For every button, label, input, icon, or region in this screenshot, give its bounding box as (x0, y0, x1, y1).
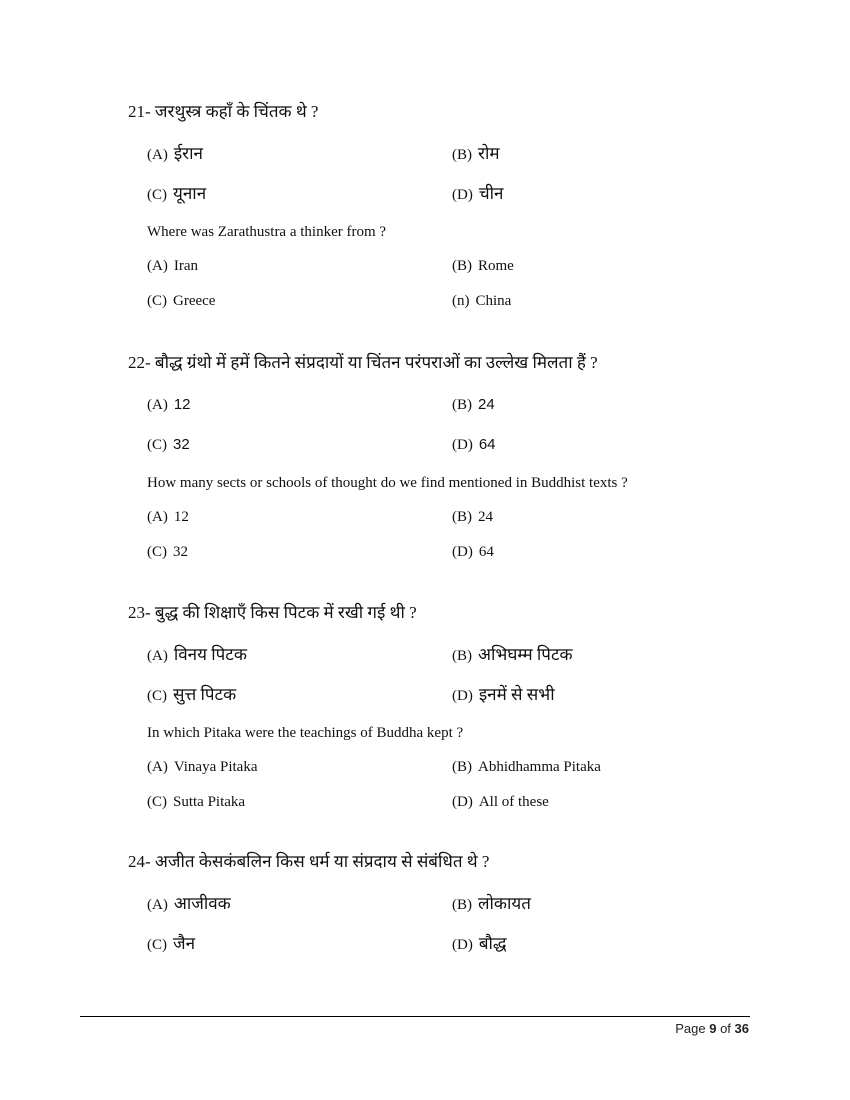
question-23 (128, 602, 688, 813)
option-b (452, 394, 495, 416)
option-text: 12 (173, 396, 191, 413)
question-hindi-text: 22- बौद्ध ग्रंथो में हमें कितने संप्रदायों या चिंतन परंपराओं का उल्लेख मिलता हैं ? (128, 353, 598, 372)
question-english-text: How many sects or schools of thought do we find mentioned in Buddhist texts ? (147, 475, 628, 491)
option-text: अभिघम्म पिटक (478, 645, 573, 664)
option-text: रोम (478, 144, 500, 163)
option-b (452, 143, 500, 166)
option-label: (C) (147, 937, 167, 953)
option-label: (B) (452, 258, 472, 274)
option-text: चीन (478, 184, 504, 203)
option-label: (A) (147, 897, 168, 913)
page-number (675, 1021, 749, 1036)
option-d (452, 183, 503, 206)
option-text: Iran (173, 258, 198, 274)
option-label: (C) (147, 544, 167, 560)
option-text: Rome (478, 258, 514, 274)
option-label: (A) (147, 147, 168, 163)
option-text: 32 (173, 436, 190, 453)
option-text: Sutta Pitaka (173, 794, 246, 810)
option-label: (C) (147, 187, 167, 203)
option-row (147, 183, 688, 205)
option-b (452, 255, 514, 277)
option-row (147, 791, 688, 813)
option-label: (A) (147, 258, 168, 274)
option-row (147, 290, 688, 312)
option-a (147, 756, 258, 778)
option-b (452, 506, 493, 528)
option-c (147, 183, 206, 206)
option-row (147, 756, 688, 778)
option-label: (A) (147, 759, 168, 775)
option-text: बौद्ध (478, 934, 507, 953)
option-label: (B) (452, 897, 472, 913)
footer-divider (80, 1016, 750, 1017)
option-row (147, 434, 688, 456)
option-row (147, 893, 688, 915)
option-label: (D) (452, 937, 473, 953)
option-a (147, 394, 191, 416)
option-label: (B) (452, 759, 472, 775)
question-21 (128, 101, 688, 312)
option-text: विनय पिटक (173, 645, 247, 664)
option-label: (D) (452, 794, 473, 810)
option-row (147, 506, 688, 528)
option-a (147, 255, 198, 277)
option-row (147, 255, 688, 277)
option-label: (C) (147, 688, 167, 704)
option-text: 24 (478, 509, 493, 525)
option-a (147, 893, 231, 916)
option-text: लोकायत (478, 894, 531, 913)
option-label: (A) (147, 648, 168, 664)
option-a (147, 506, 189, 528)
option-text: जैन (173, 934, 196, 953)
question-24 (128, 851, 688, 955)
option-d (452, 434, 496, 456)
option-text: Vinaya Pitaka (173, 759, 258, 775)
option-text: Greece (173, 293, 216, 309)
option-label: (B) (452, 147, 472, 163)
option-text: आजीवक (173, 894, 231, 913)
option-label: (D) (452, 688, 473, 704)
question-english-text: In which Pitaka were the teachings of Buddha kept ? (147, 725, 464, 741)
option-c (147, 290, 215, 312)
option-c (147, 791, 245, 813)
option-text: All of these (478, 794, 549, 810)
option-b (452, 644, 573, 667)
option-row (147, 644, 688, 666)
option-row (147, 143, 688, 165)
option-label: (C) (147, 794, 167, 810)
option-text: इनमें से सभी (478, 685, 555, 704)
option-c (147, 541, 188, 563)
option-text: Abhidhamma Pitaka (478, 759, 601, 775)
option-text: ईरान (173, 144, 203, 163)
option-b (452, 893, 531, 916)
option-row (147, 684, 688, 706)
page-total: 36 (734, 1021, 749, 1036)
option-c (147, 933, 195, 956)
option-label: (A) (147, 397, 168, 413)
option-row (147, 541, 688, 563)
option-a (147, 143, 203, 166)
option-label: (C) (147, 437, 167, 453)
option-c (147, 434, 190, 456)
question-english-text: Where was Zarathustra a thinker from ? (147, 224, 387, 240)
option-d (452, 684, 555, 707)
option-a (147, 644, 247, 667)
option-label: (B) (452, 648, 472, 664)
option-text: 64 (478, 436, 496, 453)
option-row (147, 394, 688, 416)
option-d (452, 541, 494, 563)
page-word: Page (675, 1021, 706, 1036)
question-hindi-text: 24- अजीत केसकंबलिन किस धर्म या संप्रदाय से संबंधित थे ? (128, 852, 490, 871)
option-text: सुत्त पिटक (173, 685, 237, 704)
option-text: 24 (478, 396, 495, 413)
page-current: 9 (709, 1021, 717, 1036)
option-text: China (475, 293, 512, 309)
question-22 (128, 352, 688, 563)
option-label: (B) (452, 509, 472, 525)
option-d (452, 290, 511, 312)
option-row (147, 933, 688, 955)
option-label: (A) (147, 509, 168, 525)
option-b (452, 756, 601, 778)
option-label: (D) (452, 544, 473, 560)
option-label: (n) (452, 293, 470, 309)
option-text: 32 (173, 544, 188, 560)
page-of: of (720, 1021, 731, 1036)
option-label: (C) (147, 293, 167, 309)
option-text: 12 (173, 509, 189, 525)
option-text: 64 (478, 544, 494, 560)
option-d (452, 933, 507, 956)
question-hindi-text: 21- जरथुस्त्र कहाँ के चिंतक थे ? (128, 102, 319, 121)
option-text: यूनान (173, 184, 207, 203)
option-label: (B) (452, 397, 472, 413)
question-hindi-text: 23- बुद्ध की शिक्षाएँ किस पिटक में रखी गई थी ? (128, 603, 417, 622)
option-label: (D) (452, 437, 473, 453)
option-c (147, 684, 236, 707)
option-d (452, 791, 549, 813)
option-label: (D) (452, 187, 473, 203)
